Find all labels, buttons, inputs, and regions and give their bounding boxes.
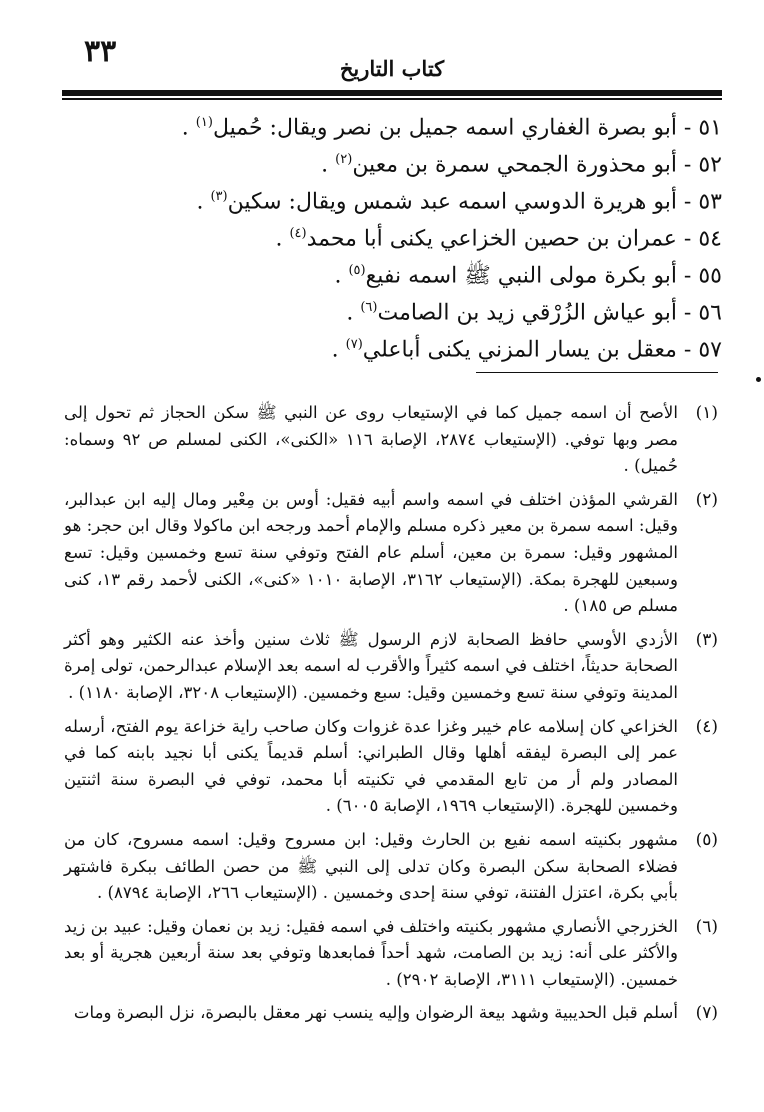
entry-text: ٥٦ - أبو عياش الزُرْقي زيد بن الصامت [377, 300, 722, 326]
entry-52 [200, 141, 722, 178]
entry-end: . [334, 263, 349, 289]
margin-dot [756, 377, 761, 382]
entry-end: . [321, 152, 336, 178]
footnote-2 [64, 487, 718, 620]
footnote-4 [64, 714, 718, 820]
footnote-1 [64, 400, 718, 480]
entry-text: ٥٧ - معقل بن يسار المزني يكنى أباعلي [362, 337, 722, 363]
footnote-6 [64, 914, 718, 994]
footnote-ref: (٢) [335, 152, 353, 167]
entry-text: ٥٤ - عمران بن حصين الخزاعي يكنى أبا محمد [306, 226, 722, 252]
page-number: ٣٣ [84, 34, 117, 69]
footnote-text: مشهور بكنيته اسمه نفيع بن الحارث وقيل: ابن مسروح وقيل: اسمه مسروح، كان من فضلاء الصحابة سكن البصرة وكان تدلى إلى النبي ﷺ من حصن الطائف ببكرة فاشتهر بأبي بكرة، اعتزل الفتنة، توفي سنة إحدى وخمسين . (الإستيعاب ٢٦٦، الإصابة ٨٧٩٤) . [64, 829, 678, 903]
footnote-5 [64, 827, 718, 907]
footnote-text: الأزدي الأوسي حافظ الصحابة لازم الرسول ﷺ ثلاث سنين وأخذ عنه الكثير وهو أكثر الصحابة حديثاً، اختلف في اسمه كثيراً والأقرب له اسمه بعد الإسلام عبدالرحمن، تولى إمرة المدينة وتوفي سنة تسع وخمسين وقيل: سبع وخمسين. (الإستيعاب ٣٢٠٨، الإصابة ١١٨٠) . [64, 629, 678, 702]
entry-end: . [196, 189, 211, 215]
entry-text: ٥٣ - أبو هريرة الدوسي اسمه عبد شمس ويقال: سكين [227, 189, 722, 215]
footnote-ref: (٣) [210, 189, 228, 204]
entry-text: ٥١ - أبو بصرة الغفاري اسمه جميل بن نصر ويقال: حُميل [212, 115, 722, 141]
footnotes [64, 400, 718, 1034]
entry-text: ٥٢ - أبو محذورة الجمحي سمرة بن معين [352, 152, 722, 178]
entry-55 [200, 252, 722, 289]
entry-end: . [346, 300, 361, 326]
footnote-ref: (٧) [345, 337, 363, 352]
footnote-text: الخزرجي الأنصاري مشهور بكنيته واختلف في اسمه فقيل: زيد بن نعمان وقيل: عبيد بن زيد والأكثر على أنه: زيد بن الصامت، شهد أحداً فمابعدها وتوفي بعد سنة أربعين هجرية أو بعد خمسين. (الإستيعاب ٣١١١، الإصابة ٢٩٠٢) . [64, 916, 678, 989]
footnote-text: أسلم قبل الحديبية وشهد بيعة الرضوان وإليه ينسب نهر معقل بالبصرة، نزل البصرة ومات [73, 1003, 678, 1023]
footnote-number: (٤) [695, 716, 718, 737]
entry-list [181, 104, 722, 363]
footnote-number: (٥) [695, 829, 718, 850]
footnote-number: (٢) [695, 489, 718, 510]
entry-56 [200, 289, 722, 326]
entry-end: . [275, 226, 290, 252]
footnote-7 [64, 1000, 718, 1027]
entry-57 [200, 326, 722, 363]
entry-54 [200, 215, 722, 252]
footnote-number: (٧) [695, 1003, 718, 1024]
footnote-separator [476, 372, 718, 373]
entry-end: . [181, 115, 196, 141]
footnote-text: القرشي المؤذن اختلف في اسمه واسم أبيه فقيل: أوس بن مِعْير ومال إليه ابن عبدالبر، وقيل: اسمه سمرة بن معير ذكره مسلم والإمام أحمد ورجحه ابن ماكولا وقال ابن حجر: هو المشهور وقيل: سمرة بن معين، أسلم عام الفتح وتوفي سنة تسع وخمسين وقيل: تسع وسبعين للهجرة بمكة. (الإستيعاب ٣١٦٢، الإصابة ١٠١٠ «كنى»، الكنى لأحمد رقم ١٣، كنى مسلم ص ١٨٥) . [64, 489, 678, 616]
entry-51 [181, 104, 722, 141]
entry-53 [196, 178, 722, 215]
footnote-number: (٣) [695, 629, 718, 650]
entry-end: . [331, 337, 346, 363]
book-title: كتاب التاريخ [339, 56, 445, 81]
footnote-number: (١) [695, 403, 718, 423]
footnote-ref: (٤) [289, 226, 307, 241]
footnote-ref: (٥) [348, 263, 366, 278]
page-header [62, 30, 722, 88]
footnote-ref: (٦) [360, 300, 378, 315]
footnote-ref: (١) [195, 115, 213, 130]
header-rule-thin [62, 98, 722, 100]
footnote-text: الأصح أن اسمه جميل كما في الإستيعاب روى عن النبي ﷺ سكن الحجاز ثم تحول إلى مصر وبها توفي. (الإستيعاب ٢٨٧٤، الإصابة ١١٦ «الكنى»، الكنى لمسلم ص ٩٢ وسماه: حُميل) . [64, 403, 679, 476]
header-rule-thick [62, 90, 722, 96]
footnote-number: (٦) [695, 916, 718, 937]
footnote-text: الخزاعي كان إسلامه عام خيبر وغزا عدة غزوات وكان صاحب راية خزاعة يوم الفتح، أرسله عمر إلى البصرة ليفقه أهلها وقال الطبراني: أسلم قديماً يكنى أبا نجيد بابنه كما في المصادر ولم أر من تابع المقدمي في تكنيته أبا محمد، توفي في البصرة سنة اثنتين وخمسين للهجرة. (الإستيعاب ١٩٦٩، الإصابة ٦٠٠٥) . [64, 716, 678, 816]
entry-text: ٥٥ - أبو بكرة مولى النبي ﷺ اسمه نفيع [365, 263, 722, 289]
footnote-3 [64, 627, 718, 707]
